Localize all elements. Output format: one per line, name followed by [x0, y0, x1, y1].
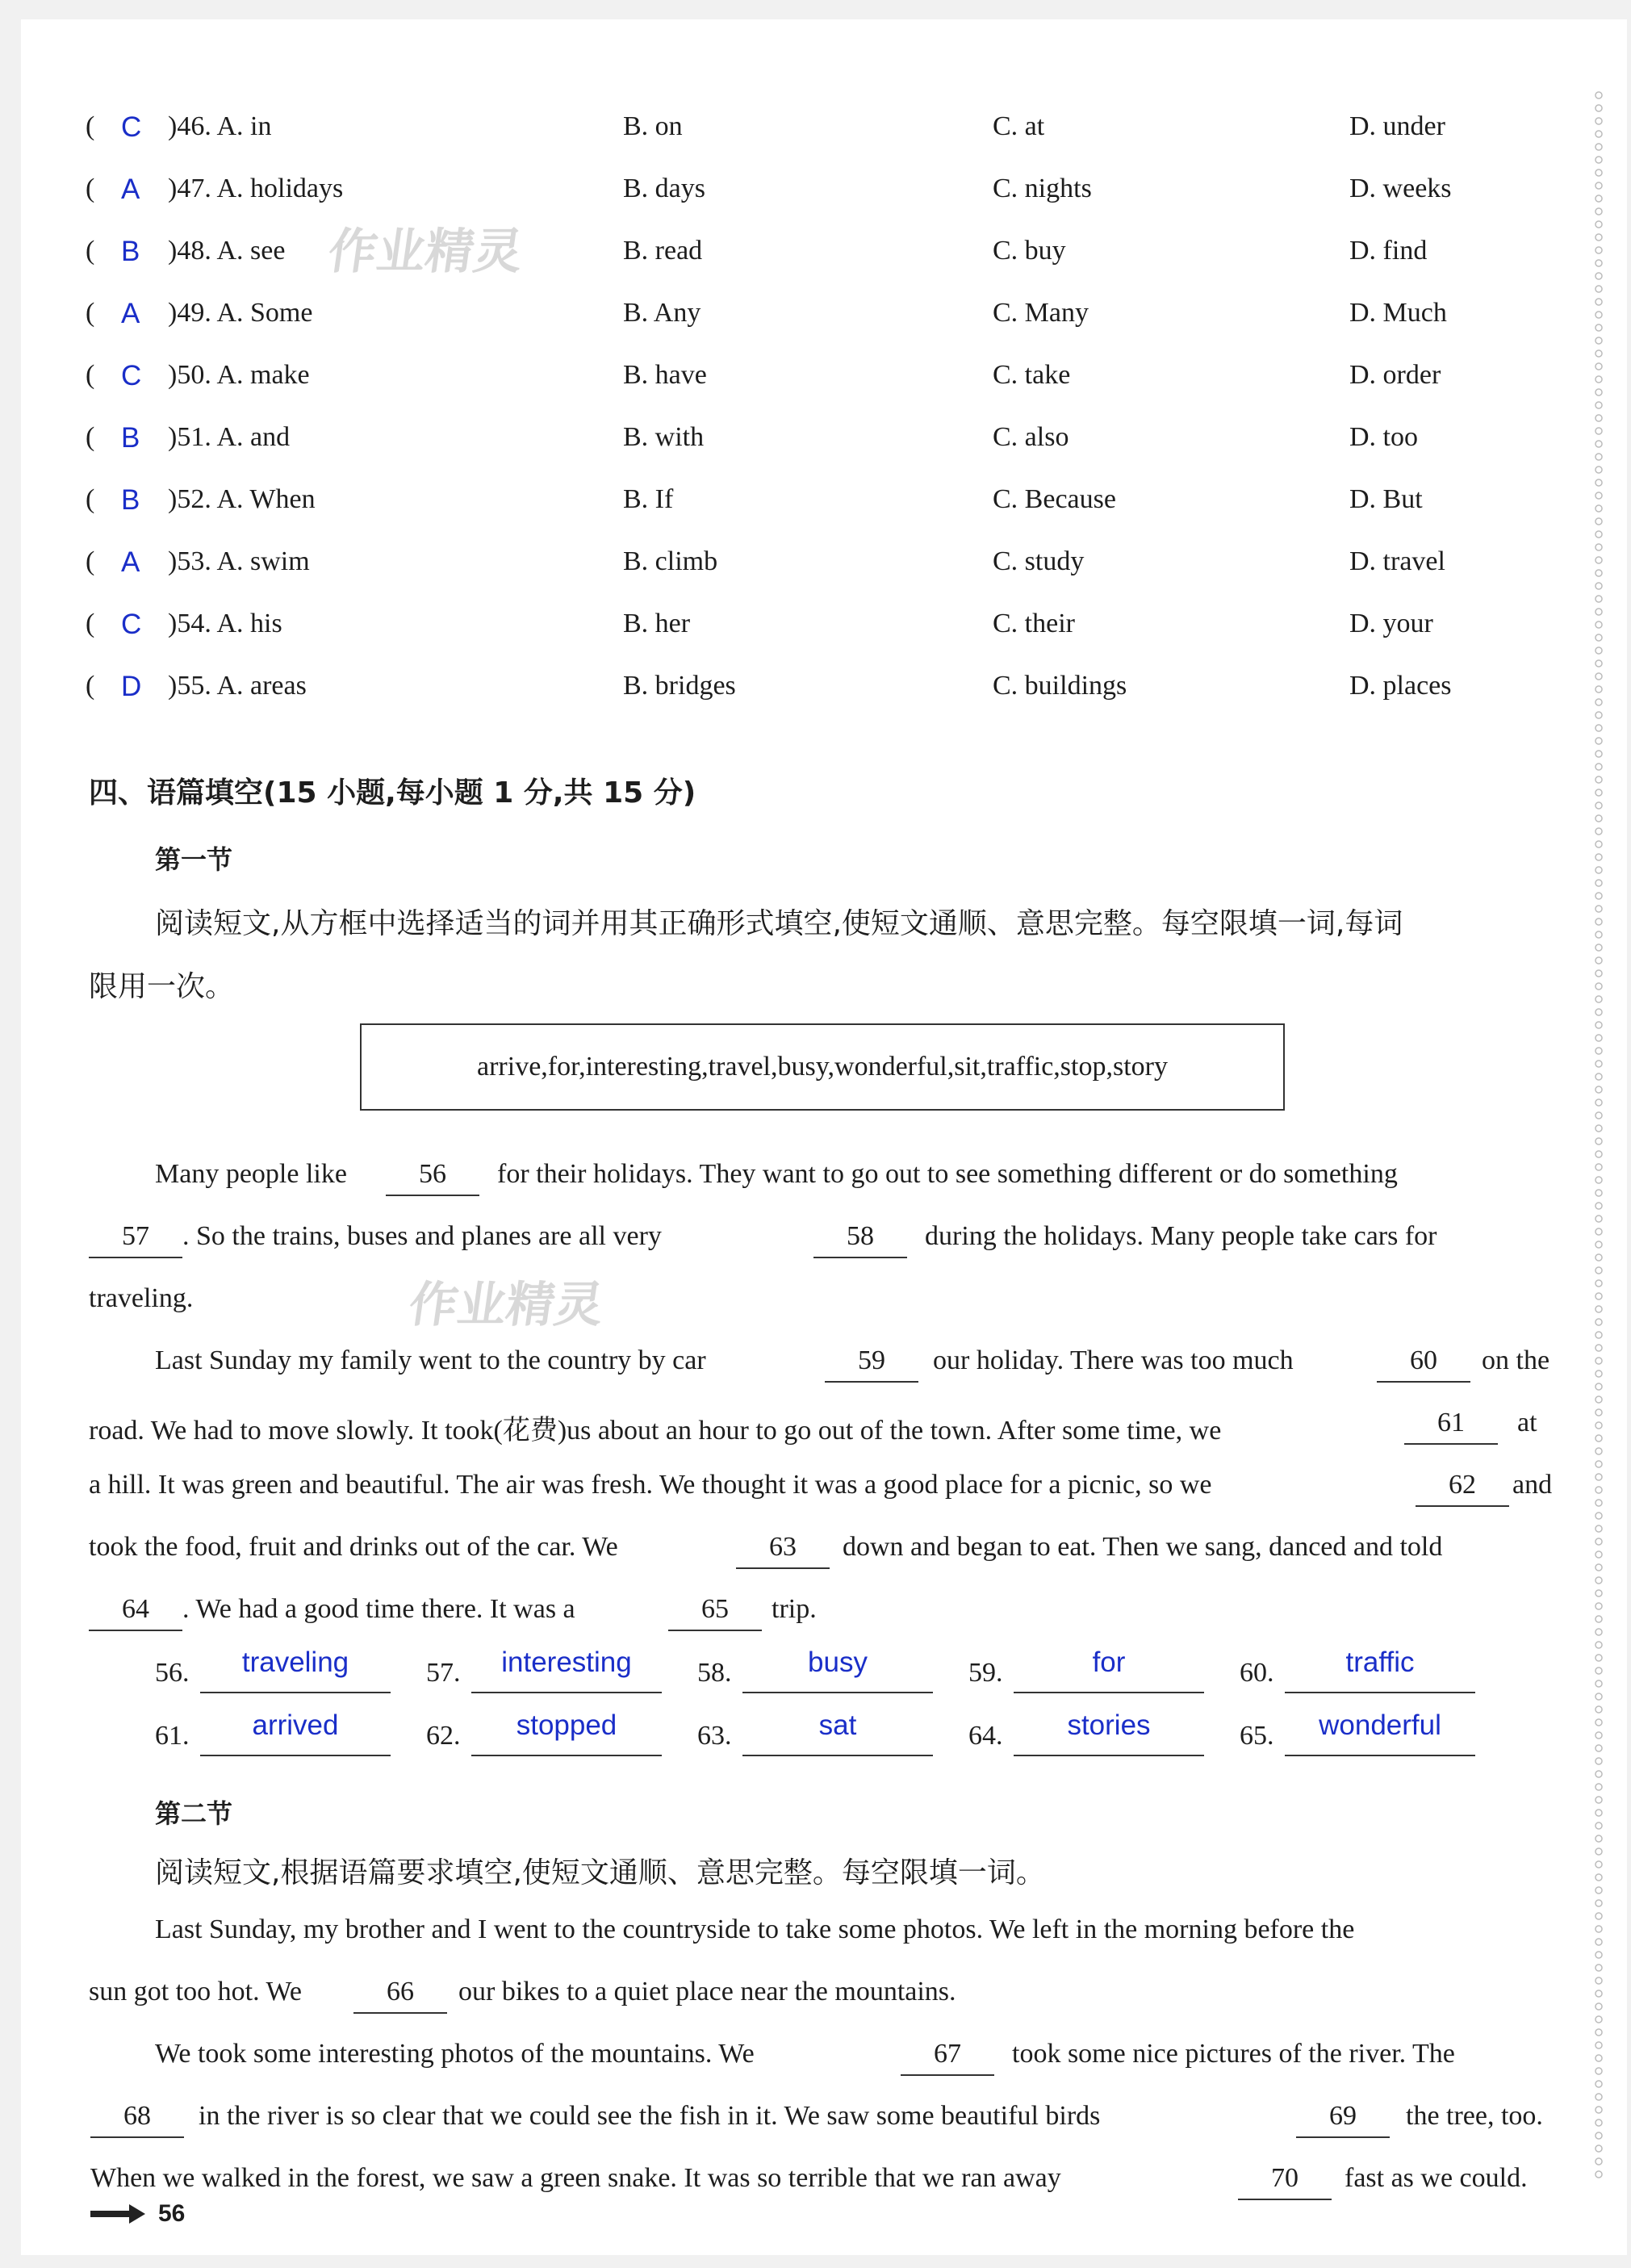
- mc-option-b: B. her: [623, 609, 691, 638]
- mc-answer: B: [121, 236, 140, 267]
- part1-instruction-line1: 阅读短文,从方框中选择适当的词并用其正确形式填空,使短文通顺、意思完整。每空限填一词,每词: [155, 907, 1403, 940]
- part2-p2-line3b: fast as we could.: [1345, 2163, 1528, 2193]
- mc-option-b: B. climb: [623, 546, 718, 576]
- answer-word: traffic: [1345, 1647, 1415, 1678]
- blank-59: 59: [825, 1345, 918, 1383]
- answer-number: 61.: [155, 1721, 190, 1751]
- blank-60: 60: [1377, 1345, 1470, 1383]
- mc-option-a: )49. A. Some: [168, 298, 313, 328]
- mc-option-d: D. find: [1349, 236, 1428, 266]
- answer-blank: [742, 1647, 933, 1693]
- open-paren: (: [86, 546, 95, 576]
- part2-p2-line2b: the tree, too.: [1406, 2101, 1543, 2131]
- blank-68: 68: [90, 2101, 184, 2138]
- mc-option-c: C. their: [993, 609, 1075, 638]
- open-paren: (: [86, 174, 95, 203]
- answer-word: interesting: [501, 1647, 632, 1678]
- blank-61: 61: [1404, 1408, 1498, 1445]
- part2-p2-line1b: took some nice pictures of the river. The: [1012, 2039, 1455, 2069]
- mc-option-d: D. Much: [1349, 298, 1447, 328]
- part2-title: 第二节: [155, 1798, 233, 1829]
- open-paren: (: [86, 484, 95, 514]
- mc-option-a: )46. A. in: [168, 111, 272, 141]
- p2-line2b: at: [1517, 1408, 1537, 1437]
- mc-answer: C: [121, 609, 142, 640]
- mc-answer: D: [121, 671, 142, 702]
- mc-option-c: C. Many: [993, 298, 1089, 328]
- mc-option-c: C. buy: [993, 236, 1066, 266]
- mc-option-d: D. under: [1349, 111, 1445, 141]
- mc-option-a: )47. A. holidays: [168, 174, 344, 203]
- mc-option-d: D. But: [1349, 484, 1423, 514]
- page-footer: [90, 2200, 185, 2228]
- blank-64: 64: [89, 1594, 182, 1631]
- mc-answer: B: [121, 422, 140, 454]
- mc-option-c: C. study: [993, 546, 1085, 576]
- answer-number: 58.: [697, 1658, 732, 1688]
- mc-option-a: )51. A. and: [168, 422, 291, 452]
- mc-option-b: B. with: [623, 422, 705, 452]
- mc-option-b: B. have: [623, 360, 707, 390]
- mc-option-a: )53. A. swim: [168, 546, 310, 576]
- mc-option-c: C. take: [993, 360, 1071, 390]
- arrow-icon: [90, 2203, 147, 2225]
- p2-line2a: road. We had to move slowly. It took(花费)us about an hour to go out of the town. After some time, we: [89, 1416, 1222, 1446]
- part2-p2-line3a: When we walked in the forest, we saw a green snake. It was so terrible that we ran away: [90, 2163, 1061, 2193]
- part2-p1-line2b: our bikes to a quiet place near the mountains.: [458, 1977, 956, 2006]
- answer-number: 62.: [426, 1721, 461, 1751]
- mc-option-c: C. Because: [993, 484, 1116, 514]
- blank-66: 66: [353, 1977, 447, 2014]
- answer-word: for: [1092, 1647, 1126, 1678]
- mc-option-c: C. at: [993, 111, 1045, 141]
- page: [21, 19, 1627, 2255]
- open-paren: (: [86, 422, 95, 452]
- p1-line2a: . So the trains, buses and planes are all very: [182, 1221, 662, 1251]
- mc-option-b: B. Any: [623, 298, 701, 328]
- answer-word: sat: [818, 1709, 857, 1741]
- answer-number: 64.: [968, 1721, 1003, 1751]
- blank-67: 67: [901, 2039, 994, 2076]
- answer-word: stopped: [516, 1709, 617, 1741]
- blank-70: 70: [1238, 2163, 1332, 2200]
- answer-blank: [742, 1709, 933, 1756]
- part2-instruction: 阅读短文,根据语篇要求填空,使短文通顺、意思完整。每空限填一词。: [155, 1856, 1045, 1889]
- mc-option-d: D. too: [1349, 422, 1418, 452]
- mc-option-d: D. your: [1349, 609, 1433, 638]
- part2-p2-line1a: We took some interesting photos of the mountains. We: [155, 2039, 755, 2069]
- mc-answer: A: [121, 546, 140, 578]
- mc-answer: A: [121, 298, 140, 329]
- p1-line2b: during the holidays. Many people take cars for: [925, 1221, 1437, 1251]
- mc-option-d: D. order: [1349, 360, 1441, 390]
- mc-answer: C: [121, 360, 142, 391]
- open-paren: (: [86, 671, 95, 701]
- mc-answer: C: [121, 111, 142, 143]
- mc-answer: B: [121, 484, 140, 516]
- answer-number: 60.: [1240, 1658, 1274, 1688]
- part2-p1-line2a: sun got too hot. We: [89, 1977, 302, 2006]
- p2-line4a: took the food, fruit and drinks out of the car. We: [89, 1532, 618, 1562]
- answer-blank: [1014, 1709, 1204, 1756]
- watermark-middle: 作业精灵: [405, 1277, 608, 1333]
- part1-title: 第一节: [155, 844, 233, 875]
- answer-word: stories: [1067, 1709, 1151, 1741]
- word-box: [360, 1023, 1285, 1111]
- answer-number: 59.: [968, 1658, 1003, 1688]
- mc-option-c: C. buildings: [993, 671, 1127, 701]
- part2-p1-line1: Last Sunday, my brother and I went to the countryside to take some photos. We left in the morning before the: [155, 1914, 1355, 1944]
- blank-56: 56: [386, 1159, 479, 1196]
- answer-word: busy: [808, 1647, 868, 1678]
- open-paren: (: [86, 609, 95, 638]
- mc-option-d: D. weeks: [1349, 174, 1452, 203]
- blank-62: 62: [1416, 1470, 1509, 1507]
- mc-option-d: D. places: [1349, 671, 1452, 701]
- p2-line3b: and: [1512, 1470, 1553, 1500]
- p2-line1c: on the: [1482, 1345, 1550, 1375]
- mc-option-a: )54. A. his: [168, 609, 282, 638]
- word-box-text: arrive,for,interesting,travel,busy,wonderful,sit,traffic,stop,story: [477, 1052, 1168, 1082]
- mc-option-a: )52. A. When: [168, 484, 316, 514]
- mc-option-c: C. also: [993, 422, 1069, 452]
- open-paren: (: [86, 236, 95, 266]
- mc-option-b: B. read: [623, 236, 703, 266]
- mc-option-a: )48. A. see: [168, 236, 286, 266]
- blank-69: 69: [1296, 2101, 1390, 2138]
- p1-line1b: for their holidays. They want to go out to see something different or do something: [497, 1159, 1398, 1189]
- p1-line1a: Many people like: [155, 1159, 347, 1189]
- p2-line4b: down and began to eat. Then we sang, danced and told: [843, 1532, 1443, 1562]
- blank-63: 63: [736, 1532, 830, 1569]
- answer-word: arrived: [252, 1709, 339, 1741]
- mc-option-d: D. travel: [1349, 546, 1445, 576]
- answer-blank: [200, 1709, 391, 1756]
- open-paren: (: [86, 298, 95, 328]
- blank-57: 57: [89, 1221, 182, 1258]
- answer-blank: [1014, 1647, 1204, 1693]
- blank-58: 58: [813, 1221, 907, 1258]
- mc-answer: A: [121, 174, 140, 205]
- mc-option-c: C. nights: [993, 174, 1092, 203]
- section-title: 四、语篇填空(15 小题,每小题 1 分,共 15 分): [89, 776, 696, 810]
- answer-blank: [1285, 1709, 1475, 1756]
- mc-option-b: B. days: [623, 174, 705, 203]
- mc-option-b: B. on: [623, 111, 683, 141]
- p2-line1b: our holiday. There was too much: [933, 1345, 1294, 1375]
- p2-line5a: . We had a good time there. It was a: [182, 1594, 575, 1624]
- open-paren: (: [86, 360, 95, 390]
- p2-line1a: Last Sunday my family went to the country by car: [155, 1345, 706, 1375]
- mc-option-a: )55. A. areas: [168, 671, 307, 701]
- p2-line5b: trip.: [772, 1594, 817, 1624]
- answer-word: wonderful: [1319, 1709, 1441, 1741]
- part1-instruction-line2: 限用一次。: [89, 970, 235, 1003]
- answer-number: 57.: [426, 1658, 461, 1688]
- answer-blank: [471, 1647, 662, 1693]
- answer-blank: [471, 1709, 662, 1756]
- part2-p2-line2a: in the river is so clear that we could see the fish in it. We saw some beautiful birds: [199, 2101, 1101, 2131]
- answer-number: 65.: [1240, 1721, 1274, 1751]
- mc-option-a: )50. A. make: [168, 360, 310, 390]
- watermark-top: 作业精灵: [324, 224, 527, 280]
- open-paren: (: [86, 111, 95, 141]
- mc-option-b: B. bridges: [623, 671, 736, 701]
- answer-blank: [1285, 1647, 1475, 1693]
- answer-word: traveling: [241, 1647, 349, 1678]
- page-number: 56: [158, 2200, 186, 2227]
- p2-line3a: a hill. It was green and beautiful. The air was fresh. We thought it was a good place for a picnic, so we: [89, 1470, 1212, 1500]
- p1-line3: traveling.: [89, 1283, 194, 1313]
- blank-65: 65: [668, 1594, 762, 1631]
- mc-option-b: B. If: [623, 484, 674, 514]
- answer-number: 56.: [155, 1658, 190, 1688]
- dotted-page-border: [1594, 89, 1604, 2179]
- answer-number: 63.: [697, 1721, 732, 1751]
- answer-blank: [200, 1647, 391, 1693]
